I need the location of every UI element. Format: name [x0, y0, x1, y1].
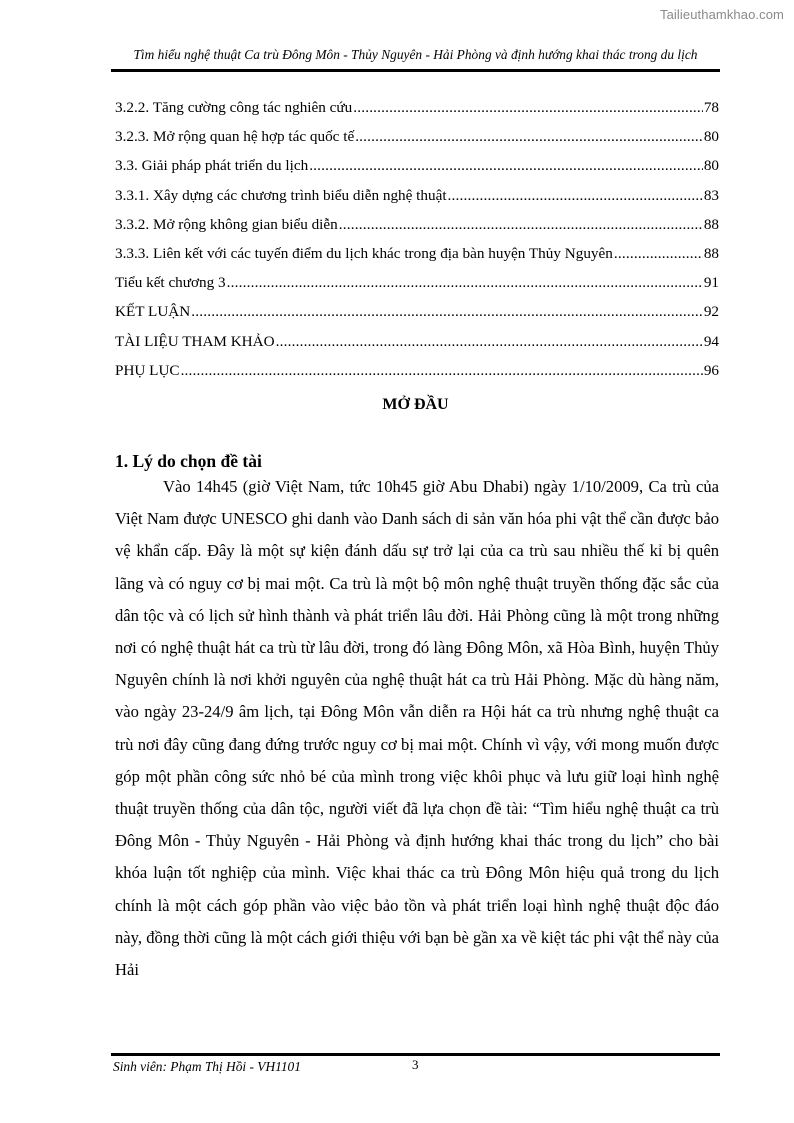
toc-leader-dots: [191, 297, 703, 326]
subsection-title: 1. Lý do chọn đề tài: [115, 451, 262, 471]
toc-entry-page: 78: [703, 99, 719, 116]
toc-entry[interactable]: [115, 122, 719, 151]
toc-entry-page: 80: [703, 157, 719, 175]
toc-entry-label: KẾT LUẬN: [115, 303, 191, 321]
footer-author: Sinh viên: Phạm Thị Hồi - VH1101: [113, 1059, 301, 1074]
toc-entry-label: 3.3.3. Liên kết với các tuyến điểm du lịch khác trong địa bàn huyện Thủy Nguyên: [115, 244, 613, 262]
toc-entry-page: 88: [703, 215, 719, 233]
body-paragraph: Vào 14h45 (giờ Việt Nam, tức 10h45 giờ Abu Dhabi) ngày 1/10/2009, Ca trù của Việt Nam được UNESCO ghi danh vào Danh sách di sản văn hóa phi vật thể cần được bảo vệ khẩn cấp. Đây là một sự kiện đánh dấu sự trở lại của ca trù sau nhiều thế kỉ bị quên lãng và có nguy cơ bị mai một. Ca trù là một bộ môn nghệ thuật truyền thống đặc sắc của dân tộc và có lịch sử hình thành và phát triển lâu đời. Hải Phòng cũng là một trong những nơi có nghệ thuật hát ca trù từ lâu đời, trong đó làng Đông Môn, xã Hòa Bình, huyện Thủy Nguyên chính là nơi khởi nguyên của nghệ thuật hát ca trù Hải Phòng. Mặc dù hàng năm, vào ngày 23-24/9 âm lịch, tại Đông Môn vẫn diễn ra Hội hát ca trù nhưng nghệ thuật ca trù nơi đây cũng đang đứng trước nguy cơ bị mai một. Chính vì vậy, với mong muốn được góp một phần công sức nhỏ bé của mình trong việc khôi phục và lưu giữ loại hình nghệ thuật truyền thống của dân tộc, người viết đã lựa chọn đề tài: “Tìm hiểu nghệ thuật ca trù Đông Môn - Thủy Nguyên - Hải Phòng và định hướng khai thác trong du lịch” cho bài khóa luận tốt nghiệp của mình. Việc khai thác ca trù Đông Môn hiệu quả trong du lịch chính là một cách góp phần vào việc bảo tồn và phát triển loại hình nghệ thuật độc đáo này, đồng thời cũng là một cách giới thiệu với bạn bè gần xa về kiệt tác phi vật thể này của Hải: [115, 477, 719, 980]
toc-entry[interactable]: [115, 181, 719, 210]
toc-entry-label: Tiểu kết chương 3: [115, 274, 226, 292]
toc-entry[interactable]: [115, 297, 719, 326]
toc-leader-dots: [614, 239, 703, 268]
toc-entry-label: PHỤ LỤC: [115, 361, 180, 379]
toc-entry-label: 3.3.1. Xây dựng các chương trình biểu diễn nghệ thuật: [115, 186, 447, 204]
running-title: Tìm hiểu nghệ thuật Ca trù Đông Môn - Thủy Nguyên - Hải Phòng và định hướng khai thác trong du lịch: [133, 47, 698, 62]
toc-leader-dots: [309, 151, 703, 180]
toc-leader-dots: [339, 210, 703, 239]
toc-entry[interactable]: [115, 93, 719, 122]
toc-entry[interactable]: [115, 327, 719, 356]
toc-leader-dots: [448, 181, 703, 210]
toc-entry-page: 88: [703, 244, 719, 262]
section-title: MỞ ĐẦU: [382, 396, 449, 413]
table-of-contents: [115, 93, 719, 385]
toc-leader-dots: [276, 327, 703, 356]
toc-entry-page: 96: [703, 361, 719, 379]
toc-entry-page: 92: [703, 303, 719, 321]
toc-leader-dots: [181, 356, 703, 385]
toc-entry[interactable]: [115, 356, 719, 385]
toc-entry-label: 3.2.2. Tăng cường công tác nghiên cứu: [115, 99, 353, 116]
toc-leader-dots: [227, 268, 703, 297]
toc-entry[interactable]: [115, 151, 719, 180]
toc-entry-label: 3.3.2. Mở rộng không gian biểu diễn: [115, 215, 338, 233]
toc-entry-label: TÀI LIỆU THAM KHẢO: [115, 332, 275, 350]
toc-entry[interactable]: [115, 239, 719, 268]
toc-entry[interactable]: [115, 210, 719, 239]
toc-entry[interactable]: [115, 268, 719, 297]
header-divider: [111, 69, 720, 72]
toc-entry-page: 91: [703, 274, 719, 292]
toc-entry-page: 94: [703, 332, 719, 350]
toc-entry-label: 3.2.3. Mở rộng quan hệ hợp tác quốc tế: [115, 128, 355, 146]
page-number: 3: [412, 1057, 419, 1072]
toc-leader-dots: [355, 122, 703, 151]
toc-leader-dots: [353, 93, 703, 122]
toc-entry-label: 3.3. Giải pháp phát triển du lịch: [115, 157, 309, 175]
watermark: Tailieuthamkhao.com: [659, 7, 784, 22]
toc-entry-page: 83: [703, 186, 719, 204]
toc-entry-page: 80: [703, 128, 719, 146]
page-header: [111, 46, 720, 64]
